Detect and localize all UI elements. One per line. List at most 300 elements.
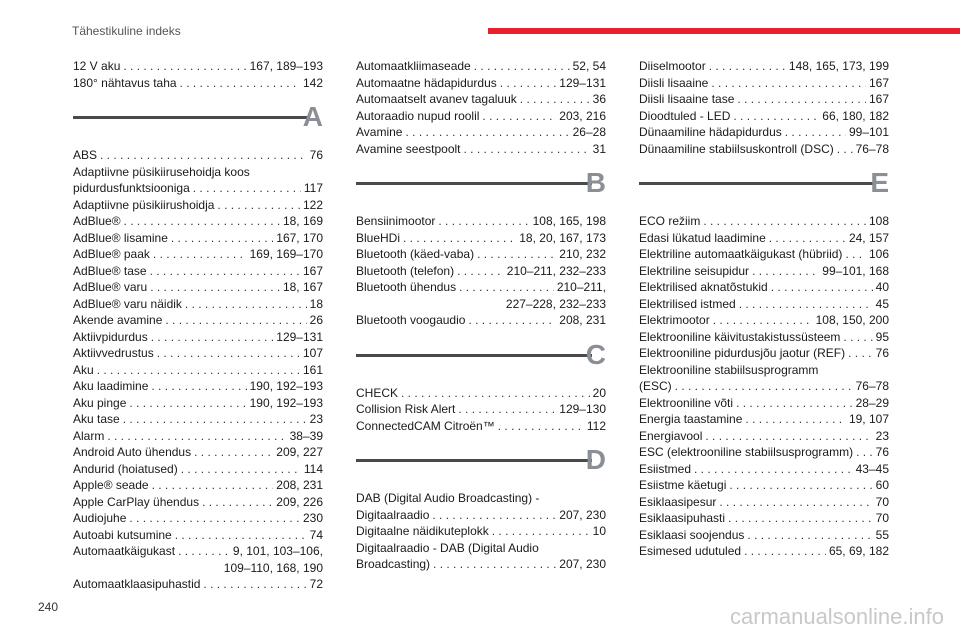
leader-dots [165, 312, 306, 329]
section-letter: C [585, 338, 606, 370]
index-entry [639, 444, 889, 461]
index-entry-pages: 65, 69, 182 [828, 544, 889, 558]
leader-dots [107, 428, 286, 445]
index-entry [73, 461, 323, 478]
index-entry [639, 108, 889, 125]
index-entry-pages: 129–131 [276, 329, 323, 344]
index-entry-pages: 167 [868, 92, 889, 106]
leader-dots [129, 510, 300, 527]
index-entry-pages: 38–39 [289, 428, 323, 443]
leader-dots [150, 263, 300, 280]
index-entry [639, 230, 889, 247]
index-entry-pages: 99–101 [848, 125, 889, 139]
index-entry-pages: 43–45 [855, 461, 889, 476]
index-entry-pages: 190, 192–193 [249, 379, 323, 393]
index-entry-term: Aktiivpidurdus [73, 329, 148, 344]
section-rule [356, 182, 592, 185]
index-column-1 [73, 58, 323, 593]
index-entry-pages: 161 [302, 362, 323, 377]
leader-dots [457, 263, 504, 280]
index-entry-term: BlueHDi [356, 230, 401, 245]
index-entry-term: (ESC) [639, 379, 672, 393]
index-entry-pages: 108 [868, 214, 889, 228]
index-entry-term: Automaatkliimaseade [356, 59, 471, 73]
index-entry-term: AdBlue® lisamine [73, 230, 168, 245]
index-entry [639, 58, 889, 75]
section-letter: E [870, 167, 889, 198]
index-entry-pages: 45 [875, 296, 889, 311]
index-entry [73, 164, 323, 197]
leader-dots [129, 395, 246, 412]
index-entry-term: Automaatselt avanev tagaluuk [356, 92, 517, 106]
index-entry-term: Esiklaasi soojendus [639, 527, 745, 542]
index-entry-pages: 99–101, 168 [822, 263, 889, 278]
index-entry [639, 75, 889, 92]
index-entry-term: Diisli lisaaine tase [639, 92, 735, 106]
leader-dots [151, 378, 246, 395]
index-entry [639, 279, 889, 296]
index-entry [73, 411, 323, 428]
index-entry-pages: 106 [868, 247, 889, 261]
index-entry-term: Adaptiivne püsikiirushoidja [73, 197, 215, 212]
leader-dots [153, 246, 247, 263]
index-entry-term: Diisli lisaaine [639, 75, 709, 90]
index-entry-pages: 52, 54 [572, 59, 606, 73]
index-entry-term: Elektrimootor [639, 313, 710, 327]
index-entry-pages: 20 [592, 385, 606, 400]
index-entry-term: Autoabi kutsumine [73, 527, 172, 542]
leader-dots [123, 58, 246, 75]
index-entry-term: Bluetooth (käed-vaba) [356, 247, 475, 261]
index-entry-term: Aku laadimine [73, 379, 149, 393]
index-entry-term-line: DAB (Digital Audio Broadcasting) - [356, 491, 540, 505]
index-entry-pages: 28–29 [855, 395, 889, 410]
index-entry-term-line: Adaptiivne püsikiirusehoidja koos [73, 164, 250, 179]
index-entry-term: AdBlue® paak [73, 247, 150, 261]
index-entry-term: Audiojuhe [73, 511, 127, 525]
index-entry-pages: 76 [309, 148, 323, 162]
index-entry [356, 75, 606, 92]
index-entry [73, 147, 323, 164]
index-entry-term: Edasi lükatud laadimine [639, 230, 766, 245]
leader-dots [752, 263, 819, 280]
index-entry-term: Digitaalne näidikuteplokk [356, 524, 489, 538]
index-entry-term: Broadcasting) [356, 557, 431, 571]
index-entry-pages: 108, 150, 200 [815, 313, 889, 327]
index-entry-pages: 167 [868, 75, 889, 90]
index-entry [73, 576, 323, 593]
leader-dots [180, 75, 300, 92]
leader-dots [100, 147, 307, 164]
leader-dots [747, 527, 872, 544]
index-entry-term: AdBlue® varu [73, 280, 148, 294]
index-entry [73, 494, 323, 511]
index-entry [356, 418, 606, 435]
leader-dots [123, 411, 307, 428]
index-entry-term: ESC (elektrooniline stabiilsusprogramm) [639, 445, 854, 459]
index-entry [73, 213, 323, 230]
index-entry-pages: 107 [302, 346, 323, 360]
index-entry-term: Elektriline automaatkäigukast (hübriid) [639, 247, 843, 261]
index-entry [639, 477, 889, 494]
index-entry-term: Collision Risk Alert [356, 402, 456, 416]
index-entry [356, 312, 606, 329]
index-entry-pages: 209, 227 [276, 445, 323, 459]
section-letter: D [585, 444, 606, 475]
leader-dots [737, 91, 866, 108]
index-entry [73, 510, 323, 527]
index-entry-pages: 19, 107 [848, 412, 889, 426]
leader-dots [719, 494, 872, 511]
index-entry-term: Android Auto ühendus [73, 445, 192, 459]
index-column-3 [639, 58, 889, 560]
index-entry-term: Dioodtuled - LED [639, 108, 731, 123]
section-rule [639, 182, 875, 185]
index-entry-term: Esiistme käetugi [639, 478, 727, 492]
index-entry [73, 395, 323, 412]
leader-dots [459, 279, 554, 296]
index-entry-pages: 207, 230 [559, 507, 606, 522]
index-entry-term: 12 V aku [73, 59, 121, 73]
index-entry-term: Andurid (hoiatused) [73, 461, 178, 476]
index-entry [356, 246, 606, 263]
index-entry-pages: 9, 101, 103–106, [232, 544, 323, 558]
index-entry-pages: 207, 230 [559, 557, 606, 571]
leader-dots [178, 543, 230, 560]
leader-dots [785, 124, 846, 141]
index-entry-term: Bensiinimootor [356, 214, 436, 228]
index-entry [73, 345, 323, 362]
section-letter: B [585, 167, 606, 198]
leader-dots [736, 395, 853, 412]
index-entry-pages: 117 [303, 181, 323, 195]
index-entry [73, 428, 323, 445]
index-entry [73, 312, 323, 329]
index-entry-pages: 10 [592, 524, 606, 538]
leader-dots [520, 91, 590, 108]
leader-dots [500, 75, 557, 92]
index-entry [639, 461, 889, 478]
index-entry-pages: 167, 189–193 [249, 59, 323, 73]
leader-dots [843, 329, 872, 346]
section-rule [356, 354, 592, 357]
index-entry-pages: 76–78 [855, 141, 889, 156]
section-rule [356, 459, 592, 462]
index-entry-pages: 230 [302, 511, 323, 525]
index-entry-pages: 210–211, 232–233 [506, 263, 606, 278]
index-entry-term: Esimesed udutuled [639, 544, 742, 558]
index-entry-term: Elektrooniline võti [639, 395, 734, 410]
leader-dots [837, 141, 853, 158]
index-entry-term: Automaatkäigukast [73, 544, 176, 558]
index-entry-term: Avamine [356, 125, 403, 139]
index-entry [73, 75, 323, 92]
index-entry [639, 263, 889, 280]
index-entry [356, 91, 606, 108]
index-entry-pages: 169, 169–170 [249, 247, 323, 261]
index-entry [356, 385, 606, 402]
index-entry-pages: 55 [875, 527, 889, 542]
leader-dots [202, 494, 273, 511]
index-entry-term: Avamine seestpoolt [356, 141, 461, 156]
index-entry-pages: 190, 192–193 [249, 395, 323, 410]
leader-dots [711, 75, 866, 92]
index-entry-pages: 26 [309, 313, 323, 327]
index-entry-term: Elektrilised istmed [639, 296, 736, 311]
index-entry [639, 312, 889, 329]
index-column-2 [356, 58, 606, 573]
index-entry-pages: 18, 169 [282, 214, 323, 228]
index-entry-pages: 203, 216 [559, 108, 606, 123]
leader-dots [744, 543, 826, 560]
leader-dots [151, 329, 274, 346]
index-entry [639, 329, 889, 346]
index-entry-term: Elektrilised aknatõstukid [639, 280, 768, 294]
index-entry [356, 540, 606, 573]
index-entry [73, 362, 323, 379]
leader-dots [185, 296, 307, 313]
leader-dots [705, 428, 872, 445]
index-entry-pages: 74 [309, 527, 323, 542]
index-entry-term: Apple CarPlay ühendus [73, 494, 200, 509]
index-entry [356, 490, 606, 523]
index-entry-term: Aku pinge [73, 395, 127, 410]
leader-dots [728, 510, 873, 527]
index-entry-term: Aktiivvedrustus [73, 346, 154, 360]
index-entry [73, 279, 323, 296]
leader-dots [401, 385, 590, 402]
leader-dots [152, 477, 274, 494]
index-entry-pages: 114 [303, 461, 323, 476]
index-entry [356, 401, 606, 418]
index-entry [639, 543, 889, 560]
leader-dots [694, 461, 853, 478]
index-entry-term: CHECK [356, 385, 399, 400]
index-entry-term: Alarm [73, 428, 105, 443]
leader-dots [217, 197, 300, 214]
index-entry-term: AdBlue® [73, 214, 121, 228]
index-entry-term: Digitaalraadio [356, 507, 430, 522]
leader-dots [739, 296, 873, 313]
index-entry-pages: 23 [309, 412, 323, 426]
index-entry-pages: 40 [875, 280, 889, 294]
header-title: Tähestikuline indeks [72, 24, 181, 38]
watermark: carmanualsonline.info [729, 604, 944, 629]
index-entry [73, 444, 323, 461]
leader-dots [175, 527, 307, 544]
index-entry [639, 91, 889, 108]
index-entry-term: Aku [73, 362, 94, 377]
leader-dots [709, 58, 786, 75]
index-entry [639, 213, 889, 230]
index-entry-term: ECO režiim [639, 214, 701, 228]
index-entry-term: Energia taastamine [639, 412, 743, 426]
leader-dots [675, 378, 853, 395]
index-entry [73, 527, 323, 544]
leader-dots [433, 556, 556, 573]
index-entry-pages-continued: 109–110, 168, 190 [223, 560, 323, 575]
index-entry-pages: 36 [592, 92, 606, 106]
section-rule [73, 116, 309, 119]
index-entry [356, 213, 606, 230]
leader-dots [203, 576, 306, 593]
index-entry-pages: 167 [302, 263, 323, 278]
index-entry-pages: 70 [875, 494, 889, 509]
leader-dots [848, 345, 873, 362]
index-entry [639, 345, 889, 362]
index-entry [639, 141, 889, 158]
index-entry [73, 296, 323, 313]
index-entry-pages: 76–78 [855, 379, 889, 393]
leader-dots [150, 279, 280, 296]
index-entry [639, 411, 889, 428]
index-entry-pages: 95 [875, 329, 889, 344]
index-entry [73, 230, 323, 247]
section-header [356, 446, 606, 490]
index-entry-pages: 66, 180, 182 [822, 108, 889, 123]
index-entry-term: 180° nähtavus taha [73, 75, 177, 90]
index-entry-pages: 142 [302, 75, 323, 90]
index-entry-term: Diiselmootor [639, 59, 706, 73]
leader-dots [464, 141, 590, 158]
index-entry-term: Elektrooniline pidurdusjõu jaotur (REF) [639, 346, 846, 360]
leader-dots [474, 58, 570, 75]
index-entry-pages: 60 [875, 478, 889, 492]
index-entry-term: Akende avamine [73, 313, 163, 327]
index-entry [639, 428, 889, 445]
leader-dots [477, 246, 556, 263]
index-entry-pages: 18, 20, 167, 173 [519, 230, 606, 245]
index-entry [356, 279, 606, 312]
index-entry-term: Autoraadio nupud roolil [356, 108, 480, 123]
index-entry-term: Bluetooth voogaudio [356, 313, 466, 327]
index-entry-pages: 108, 165, 198 [532, 214, 606, 228]
page-number: 240 [38, 600, 59, 614]
index-entry [639, 296, 889, 313]
index-entry-term: Automaatklaasipuhastid [73, 577, 201, 591]
leader-dots [733, 108, 819, 125]
index-entry [356, 523, 606, 540]
index-entry-term: Apple® seade [73, 478, 149, 492]
leader-dots [482, 108, 556, 125]
index-entry-pages-continued: 227–228, 232–233 [505, 296, 606, 311]
index-entry-pages: 129–131 [559, 75, 606, 90]
index-entry-pages: 26–28 [572, 125, 606, 139]
index-entry-pages: 208, 231 [276, 478, 323, 492]
index-entry-pages: 31 [592, 141, 606, 156]
index-entry [639, 395, 889, 412]
leader-dots [492, 523, 590, 540]
leader-dots [193, 180, 301, 197]
leader-dots [438, 213, 529, 230]
leader-dots [771, 279, 873, 296]
index-entry-pages: 18, 167 [282, 280, 323, 294]
index-entry-term: Elektrooniline käivitustakistussüsteem [639, 329, 841, 344]
index-entry-term: AdBlue® varu näidik [73, 296, 182, 311]
leader-dots [405, 124, 569, 141]
index-entry [73, 477, 323, 494]
index-entry-term: ConnectedCAM Citroën™ [356, 418, 495, 433]
leader-dots [157, 345, 300, 362]
index-entry [73, 329, 323, 346]
index-entry [639, 362, 889, 395]
index-entry [356, 58, 606, 75]
index-entry-term: Automaatne hädapidurdus [356, 75, 497, 90]
index-entry-term: Esiklaasipuhasti [639, 511, 726, 525]
leader-dots [713, 312, 813, 329]
index-entry-pages: 148, 165, 173, 199 [788, 59, 889, 73]
index-entry-pages: 70 [875, 511, 889, 525]
leader-dots [769, 230, 846, 247]
leader-dots [194, 444, 273, 461]
index-entry-pages: 129–130 [559, 402, 606, 416]
leader-dots [97, 362, 300, 379]
index-entry [356, 230, 606, 247]
section-header [73, 103, 323, 147]
index-entry [73, 378, 323, 395]
index-entry [639, 124, 889, 141]
leader-dots [403, 230, 516, 247]
index-entry-pages: 210, 232 [559, 247, 606, 261]
index-entry-pages: 122 [302, 197, 323, 212]
index-entry-term-line: Digitaalraadio - DAB (Digital Audio [356, 540, 539, 555]
leader-dots [181, 461, 301, 478]
leader-dots [498, 418, 584, 435]
index-entry [356, 263, 606, 280]
index-entry [356, 141, 606, 158]
index-entry-term: pidurdusfunktsiooniga [73, 181, 190, 195]
header-accent-bar [488, 28, 960, 34]
index-entry-pages: 209, 226 [276, 494, 323, 509]
section-header [356, 338, 606, 385]
index-entry-pages: 72 [309, 577, 323, 591]
leader-dots [171, 230, 273, 247]
index-entry-term: AdBlue® tase [73, 263, 147, 278]
leader-dots [468, 312, 556, 329]
index-entry-term: ABS [73, 148, 98, 162]
leader-dots [845, 246, 866, 263]
index-entry-pages: 18 [309, 296, 323, 311]
index-entry [356, 108, 606, 125]
index-entry-term: Bluetooth (telefon) [356, 263, 455, 278]
index-entry-term: Bluetooth ühendus [356, 280, 457, 294]
index-entry-term: Dünaamiline hädapidurdus [639, 125, 782, 139]
index-entry [73, 263, 323, 280]
index-entry [639, 246, 889, 263]
index-entry-term: Esiklaasipesur [639, 494, 717, 509]
index-entry [356, 124, 606, 141]
leader-dots [703, 213, 866, 230]
index-entry-pages: 167, 170 [276, 230, 323, 245]
section-header [639, 169, 889, 213]
index-entry-term: Aku tase [73, 412, 120, 426]
index-entry-pages: 76 [875, 445, 889, 459]
section-header [356, 169, 606, 213]
index-entry [639, 494, 889, 511]
index-entry-term-line: Elektrooniline stabiilsusprogramm [639, 362, 819, 377]
index-entry [73, 246, 323, 263]
index-entry [639, 510, 889, 527]
leader-dots [124, 213, 280, 230]
index-entry-pages: 23 [875, 428, 889, 443]
leader-dots [856, 444, 873, 461]
leader-dots [458, 401, 556, 418]
leader-dots [729, 477, 872, 494]
index-entry-term: Elektriline seisupidur [639, 263, 750, 278]
index-entry-term: Dünaamiline stabiilsuskontroll (DSC) [639, 141, 834, 156]
index-entry-pages: 76 [875, 346, 889, 360]
leader-dots [745, 411, 846, 428]
